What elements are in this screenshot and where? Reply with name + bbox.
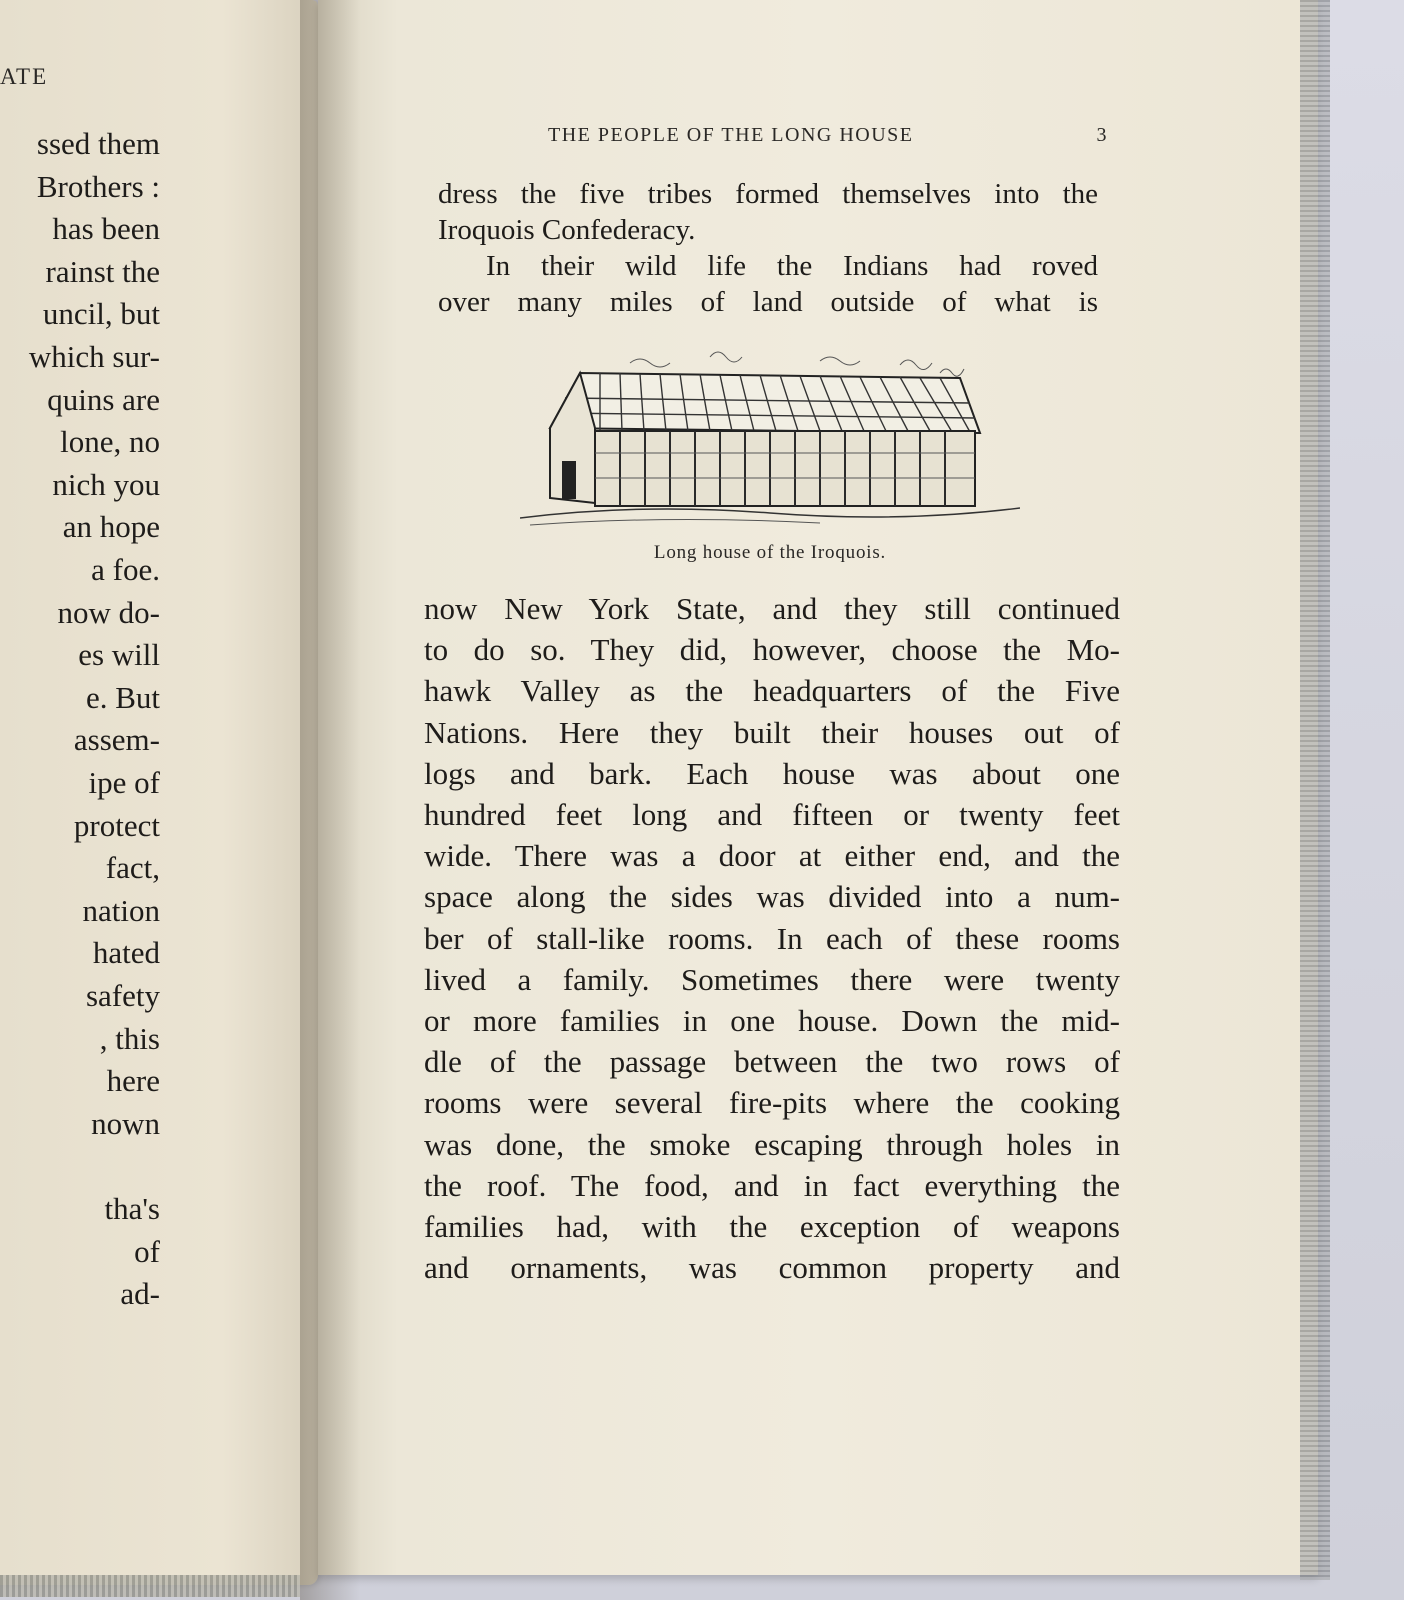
left-text-line: assem- — [73, 722, 160, 758]
left-text-line: ipe of — [88, 765, 160, 800]
left-text-line: e. But — [85, 679, 160, 715]
left-text-line: nich you — [52, 466, 160, 502]
text-line: now New York State, and they still continued — [424, 591, 1120, 626]
text-line: space along the sides was divided into a num- — [424, 879, 1120, 915]
left-text-line: Brothers : — [36, 168, 160, 204]
left-text-line: ad- — [120, 1276, 160, 1312]
left-text-line: safety — [85, 978, 160, 1013]
text-line: dle of the passage between the two rows of — [424, 1044, 1120, 1080]
left-text-line: hated — [92, 935, 160, 971]
figure-caption: Long house of the Iroquois. — [653, 542, 887, 563]
left-page-edge — [0, 1575, 300, 1597]
left-running-head: ATE — [0, 64, 49, 89]
paragraph-top — [438, 176, 1098, 320]
text-line: hundred feet long and fifteen or twenty feet — [424, 797, 1120, 833]
text-line: lived a family. Sometimes there were twenty — [424, 961, 1120, 997]
left-text-line: now do- — [57, 594, 160, 630]
left-text-line: , this — [99, 1020, 160, 1056]
text-line: to do so. They did, however, choose the Mo- — [424, 632, 1120, 668]
left-text-line: has been — [52, 211, 160, 247]
text-line: ber of stall-like rooms. In each of these rooms — [424, 920, 1120, 956]
running-head-title: THE PEOPLE OF THE LONG HOUSE — [548, 124, 914, 146]
text-line: and ornaments, was common property and — [424, 1250, 1120, 1286]
left-text-line: which sur- — [28, 339, 160, 374]
door-icon — [562, 461, 576, 499]
left-text-line: an hope — [62, 509, 160, 545]
running-head — [548, 124, 1108, 147]
left-text-line: nation — [82, 892, 160, 928]
left-text-line: ssed them — [36, 126, 160, 161]
text-line: or more families in one house. Down the mid- — [424, 1003, 1120, 1039]
paragraph-main — [424, 588, 1120, 1288]
left-text-line: uncil, but — [42, 296, 160, 332]
left-text-line: protect — [73, 807, 160, 843]
text-line: the roof. The food, and in fact everything the — [424, 1167, 1120, 1203]
text-line: over many miles of land outside of what is — [438, 286, 1098, 318]
text-line: hawk Valley as the headquarters of the Five — [424, 673, 1120, 709]
book-cover-edge — [1300, 0, 1330, 1580]
left-text-line: a foe. — [91, 552, 160, 587]
left-text-line: rainst the — [45, 253, 160, 289]
left-text-line: quins are — [47, 381, 160, 417]
text-line: wide. There was a door at either end, and the — [424, 838, 1120, 874]
left-text-line: fact, — [105, 850, 160, 886]
text-line: logs and bark. Each house was about one — [424, 755, 1120, 791]
text-line: Iroquois Confederacy. — [438, 214, 696, 246]
gutter-shadow — [300, 0, 360, 1600]
text-line: was done, the smoke escaping through holes in — [424, 1126, 1120, 1162]
text-line: rooms were several fire-pits where the cooking — [424, 1085, 1120, 1121]
left-text-line: lone, no — [60, 424, 160, 460]
left-text-line: tha's — [104, 1191, 160, 1226]
text-line: dress the five tribes formed themselves into the — [438, 178, 1098, 210]
text-line: In their wild life the Indians had roved — [486, 250, 1098, 282]
text-line: Nations. Here they built their houses out of — [424, 714, 1120, 750]
left-text-line: es will — [78, 637, 160, 673]
left-text-line: of — [134, 1233, 160, 1269]
page-number: 3 — [1096, 124, 1108, 146]
left-text-line: here — [106, 1063, 160, 1099]
left-page — [0, 0, 318, 1585]
text-line: families had, with the exception of weapons — [424, 1209, 1120, 1245]
longhouse-illustration — [520, 343, 1020, 533]
left-text-line: nown — [91, 1105, 160, 1141]
